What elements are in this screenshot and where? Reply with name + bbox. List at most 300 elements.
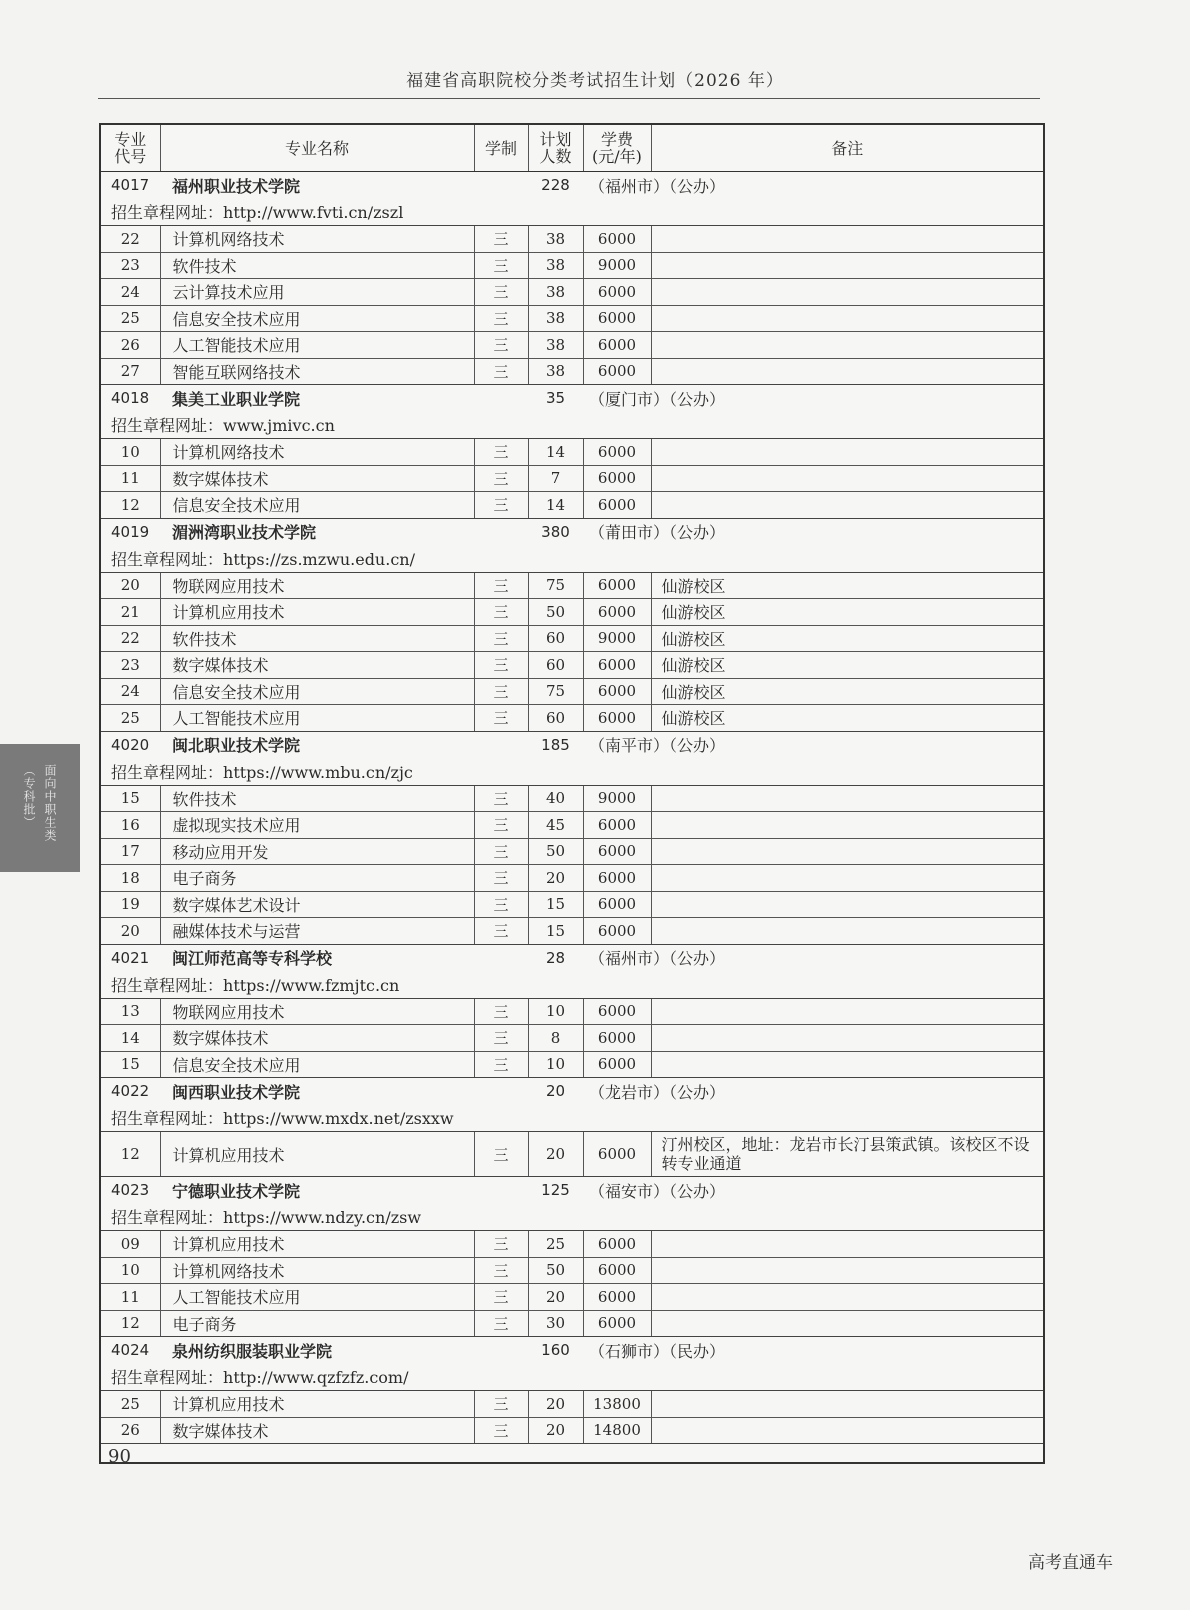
school-url-link[interactable]: https://www.ndzy.cn/zsw [223,1208,422,1227]
major-fee: 6000 [583,918,651,945]
major-name: 人工智能技术应用 [160,332,474,359]
major-length: 三 [474,838,528,865]
school-name: 闽江师范高等专科学校 [172,949,333,968]
major-name: 计算机网络技术 [160,226,474,253]
school-location: （福州市）（公办） [589,176,726,196]
major-code: 20 [101,572,160,599]
major-count: 50 [528,599,583,626]
school-location: （石狮市）（民办） [589,1341,726,1361]
major-length: 三 [474,1310,528,1337]
major-fee: 6000 [583,678,651,705]
major-count: 38 [528,358,583,385]
major-name: 数字媒体艺术设计 [160,891,474,918]
school-name: 福州职业技术学院 [172,176,301,196]
major-note [651,1051,1043,1078]
major-count: 60 [528,705,583,732]
header-note: 备注 [651,125,1043,172]
major-length: 三 [474,865,528,892]
major-code: 22 [101,226,160,253]
major-note [651,1310,1043,1337]
major-code: 23 [101,252,160,279]
major-note [651,332,1043,359]
major-length: 三 [474,279,528,306]
school-name: 闽北职业技术学院 [172,736,301,755]
major-code: 21 [101,599,160,626]
major-count: 38 [528,332,583,359]
major-code: 11 [101,465,160,492]
major-fee: 6000 [583,1284,651,1311]
table-row [101,1025,1043,1052]
major-code: 26 [101,1417,160,1444]
table-row [101,891,1043,918]
major-code: 27 [101,358,160,385]
school-url-cell [101,1203,1043,1231]
major-code: 12 [101,492,160,519]
major-code: 22 [101,625,160,652]
school-url-link[interactable]: http://www.qzfzfz.com/ [223,1368,409,1387]
major-fee: 6000 [583,226,651,253]
major-count: 10 [528,998,583,1025]
major-count: 60 [528,652,583,679]
major-fee: 6000 [583,305,651,332]
page-title: 福建省高职院校分类考试招生计划（2026 年） [406,71,784,91]
major-note [651,1417,1043,1444]
plan-table [101,125,1043,1444]
major-length: 三 [474,705,528,732]
url-label: 招生章程网址： [111,1109,224,1128]
major-fee: 6000 [583,1257,651,1284]
major-count: 15 [528,918,583,945]
table-row [101,1051,1043,1078]
major-note: 仙游校区 [651,572,1043,599]
header-length: 学制 [474,125,528,172]
school-url-row [101,1203,1043,1231]
major-note [651,865,1043,892]
major-fee: 6000 [583,1310,651,1337]
major-code: 19 [101,891,160,918]
major-count: 75 [528,678,583,705]
major-note [651,812,1043,839]
school-url-row [101,971,1043,999]
school-url-row [101,758,1043,786]
major-length: 三 [474,678,528,705]
school-total: 125 [541,1181,570,1199]
major-count: 60 [528,625,583,652]
url-label: 招生章程网址： [111,203,224,222]
major-name: 数字媒体技术 [160,652,474,679]
major-name: 计算机应用技术 [160,1391,474,1418]
major-note [651,279,1043,306]
major-count: 20 [528,1417,583,1444]
major-fee: 6000 [583,599,651,626]
major-code: 12 [101,1132,160,1177]
school-url-cell [101,758,1043,786]
major-fee: 9000 [583,625,651,652]
major-name: 物联网应用技术 [160,572,474,599]
side-tab-batch: （专科批） [22,764,36,829]
major-count: 38 [528,252,583,279]
school-name: 集美工业职业学院 [172,389,301,409]
major-length: 三 [474,332,528,359]
url-label: 招生章程网址： [111,549,224,569]
school-row [101,518,1043,545]
major-fee: 6000 [583,891,651,918]
major-code: 17 [101,838,160,865]
major-fee: 6000 [583,1231,651,1258]
major-length: 三 [474,599,528,626]
major-name: 计算机网络技术 [160,439,474,466]
major-note: 仙游校区 [651,678,1043,705]
header-plan-count: 计划人数 [528,125,583,172]
school-code: 4017 [111,176,150,194]
school-url-link[interactable]: https://www.mbu.cn/zjc [223,762,413,782]
major-name: 智能互联网络技术 [160,358,474,385]
url-label: 招生章程网址： [111,975,224,995]
major-length: 三 [474,785,528,812]
school-total: 20 [545,1082,566,1100]
major-fee: 6000 [583,1132,651,1177]
major-count: 38 [528,279,583,306]
school-location: （福安市）（公办） [589,1181,726,1201]
school-name: 泉州纺织服装职业学院 [172,1341,333,1361]
table-row [101,998,1043,1025]
major-code: 10 [101,439,160,466]
major-code: 09 [101,1231,160,1258]
major-length: 三 [474,1132,528,1177]
school-total: 160 [541,1341,570,1359]
major-length: 三 [474,439,528,466]
major-count: 75 [528,572,583,599]
table-row [101,678,1043,705]
major-name: 人工智能技术应用 [160,1284,474,1311]
table-row [101,332,1043,359]
major-count: 20 [528,865,583,892]
major-fee: 6000 [583,465,651,492]
major-length: 三 [474,226,528,253]
major-note: 仙游校区 [651,625,1043,652]
school-url-link[interactable]: http://www.fvti.cn/zszl [223,203,404,222]
table-row [101,652,1043,679]
major-code: 24 [101,279,160,306]
major-fee: 9000 [583,252,651,279]
major-length: 三 [474,812,528,839]
section-side-tab [0,744,80,872]
school-url-row [101,545,1043,573]
major-count: 10 [528,1051,583,1078]
major-length: 三 [474,1231,528,1258]
major-name: 数字媒体技术 [160,465,474,492]
major-code: 13 [101,998,160,1025]
school-code: 4021 [111,948,150,967]
watermark: 高考直通车 [1028,1553,1113,1573]
school-row [101,731,1043,758]
school-name: 宁德职业技术学院 [172,1181,301,1201]
major-fee: 6000 [583,812,651,839]
url-label: 招生章程网址： [111,1208,224,1227]
major-count: 38 [528,226,583,253]
school-total: 35 [545,389,566,407]
major-code: 24 [101,678,160,705]
table-row [101,279,1043,306]
major-fee: 6000 [583,1025,651,1052]
plan-table-body [101,172,1043,1444]
school-location: （龙岩市）（公办） [589,1082,726,1102]
url-label: 招生章程网址： [111,416,224,435]
school-url-cell [101,198,1043,226]
major-fee: 6000 [583,332,651,359]
major-count: 15 [528,891,583,918]
major-note [651,439,1043,466]
major-count: 20 [528,1132,583,1177]
major-code: 14 [101,1025,160,1052]
school-row [101,385,1043,412]
table-row [101,785,1043,812]
school-name: 湄洲湾职业技术学院 [172,523,317,542]
school-row [101,1177,1043,1204]
table-row [101,1391,1043,1418]
major-code: 15 [101,1051,160,1078]
table-row [101,358,1043,385]
table-row [101,865,1043,892]
school-url-row [101,1104,1043,1132]
table-row [101,252,1043,279]
major-code: 15 [101,785,160,812]
title-rule [98,98,1040,99]
page-number: 90 [108,1446,131,1467]
school-row [101,1078,1043,1105]
major-name: 软件技术 [160,785,474,812]
major-length: 三 [474,1025,528,1052]
major-length: 三 [474,358,528,385]
major-fee: 6000 [583,705,651,732]
school-code: 4024 [111,1341,150,1359]
major-fee: 6000 [583,439,651,466]
school-code: 4022 [111,1082,150,1100]
major-name: 虚拟现实技术应用 [160,812,474,839]
school-location: （厦门市）（公办） [589,389,726,409]
major-note [651,838,1043,865]
major-name: 计算机应用技术 [160,1231,474,1258]
major-length: 三 [474,918,528,945]
major-length: 三 [474,625,528,652]
major-name: 人工智能技术应用 [160,705,474,732]
major-count: 20 [528,1391,583,1418]
school-row [101,172,1043,199]
school-row [101,944,1043,971]
major-fee: 6000 [583,1051,651,1078]
table-row [101,1284,1043,1311]
table-row [101,439,1043,466]
major-note [651,1284,1043,1311]
school-url-row [101,411,1043,439]
major-name: 计算机应用技术 [160,1132,474,1177]
major-name: 电子商务 [160,1310,474,1337]
major-length: 三 [474,1284,528,1311]
major-count: 20 [528,1284,583,1311]
major-fee: 14800 [583,1417,651,1444]
major-name: 软件技术 [160,252,474,279]
major-code: 18 [101,865,160,892]
major-note [651,465,1043,492]
major-fee: 6000 [583,279,651,306]
table-row [101,705,1043,732]
major-code: 25 [101,705,160,732]
major-note [651,358,1043,385]
school-location: （福州市）（公办） [589,949,726,968]
url-label: 招生章程网址： [111,1368,224,1387]
major-count: 40 [528,785,583,812]
table-row [101,599,1043,626]
major-note [651,305,1043,332]
major-name: 物联网应用技术 [160,998,474,1025]
major-note [651,1231,1043,1258]
table-row [101,1310,1043,1337]
major-code: 25 [101,1391,160,1418]
major-code: 11 [101,1284,160,1311]
major-note: 汀州校区，地址：龙岩市长汀县策武镇。该校区不设转专业通道 [651,1132,1043,1177]
major-count: 7 [528,465,583,492]
school-url-row [101,198,1043,226]
major-code: 10 [101,1257,160,1284]
major-name: 数字媒体技术 [160,1025,474,1052]
major-count: 45 [528,812,583,839]
school-url-link[interactable]: www.jmivc.cn [223,416,335,435]
school-total: 28 [545,948,566,967]
table-row [101,918,1043,945]
major-name: 信息安全技术应用 [160,492,474,519]
header-fee: 学费(元/年) [583,125,651,172]
major-code: 20 [101,918,160,945]
major-note: 仙游校区 [651,705,1043,732]
major-length: 三 [474,1257,528,1284]
major-length: 三 [474,652,528,679]
major-count: 50 [528,1257,583,1284]
major-note [651,1257,1043,1284]
side-tab-category: 面向中职生类 [43,764,57,842]
major-count: 50 [528,838,583,865]
major-note [651,492,1043,519]
school-name: 闽西职业技术学院 [172,1082,301,1102]
school-url-cell [101,971,1043,999]
major-fee: 6000 [583,358,651,385]
major-note [651,785,1043,812]
major-name: 移动应用开发 [160,838,474,865]
major-count: 14 [528,439,583,466]
major-fee: 13800 [583,1391,651,1418]
school-code: 4019 [111,522,150,541]
header-major-code: 专业代号 [101,125,160,172]
major-code: 16 [101,812,160,839]
table-row [101,625,1043,652]
major-name: 信息安全技术应用 [160,305,474,332]
major-length: 三 [474,492,528,519]
major-count: 38 [528,305,583,332]
major-fee: 6000 [583,838,651,865]
major-note [651,918,1043,945]
school-location: （莆田市）（公办） [589,523,726,542]
major-count: 8 [528,1025,583,1052]
major-note [651,1025,1043,1052]
major-fee: 6000 [583,652,651,679]
school-url-link[interactable]: https://www.mxdx.net/zsxxw [223,1109,454,1128]
major-name: 电子商务 [160,865,474,892]
major-name: 融媒体技术与运营 [160,918,474,945]
major-name: 软件技术 [160,625,474,652]
school-url-cell [101,1363,1043,1391]
major-count: 30 [528,1310,583,1337]
major-length: 三 [474,998,528,1025]
major-name: 计算机应用技术 [160,599,474,626]
major-note: 仙游校区 [651,599,1043,626]
school-row [101,1337,1043,1364]
major-code: 12 [101,1310,160,1337]
major-note [651,998,1043,1025]
table-row [101,572,1043,599]
major-length: 三 [474,252,528,279]
major-code: 25 [101,305,160,332]
major-count: 14 [528,492,583,519]
major-code: 23 [101,652,160,679]
major-code: 26 [101,332,160,359]
major-fee: 6000 [583,572,651,599]
table-row [101,838,1043,865]
major-fee: 6000 [583,492,651,519]
major-note [651,252,1043,279]
school-code: 4023 [111,1181,150,1199]
table-row [101,305,1043,332]
major-name: 数字媒体技术 [160,1417,474,1444]
table-row [101,226,1043,253]
major-note: 仙游校区 [651,652,1043,679]
school-url-link[interactable]: https://www.fzmjtc.cn [223,975,400,995]
table-row [101,465,1043,492]
school-code: 4020 [111,735,150,754]
major-length: 三 [474,891,528,918]
table-row [101,1417,1043,1444]
major-note [651,891,1043,918]
school-total: 185 [541,735,570,754]
major-name: 信息安全技术应用 [160,1051,474,1078]
major-note [651,226,1043,253]
table-row [101,812,1043,839]
table-row [101,492,1043,519]
school-total: 228 [541,176,570,194]
major-name: 信息安全技术应用 [160,678,474,705]
school-url-cell [101,411,1043,439]
major-length: 三 [474,1051,528,1078]
table-row [101,1257,1043,1284]
major-fee: 6000 [583,865,651,892]
table-row [101,1132,1043,1177]
plan-table-frame [99,123,1045,1464]
major-count: 25 [528,1231,583,1258]
major-length: 三 [474,1391,528,1418]
major-fee: 9000 [583,785,651,812]
school-url-row [101,1363,1043,1391]
school-code: 4018 [111,389,150,407]
major-length: 三 [474,465,528,492]
school-url-link[interactable]: https://zs.mzwu.edu.cn/ [223,549,415,569]
school-url-cell [101,545,1043,573]
table-header-row [101,125,1043,172]
major-length: 三 [474,572,528,599]
school-url-cell [101,1104,1043,1132]
table-row [101,1231,1043,1258]
url-label: 招生章程网址： [111,762,224,782]
major-fee: 6000 [583,998,651,1025]
school-total: 380 [541,522,570,541]
major-name: 云计算技术应用 [160,279,474,306]
